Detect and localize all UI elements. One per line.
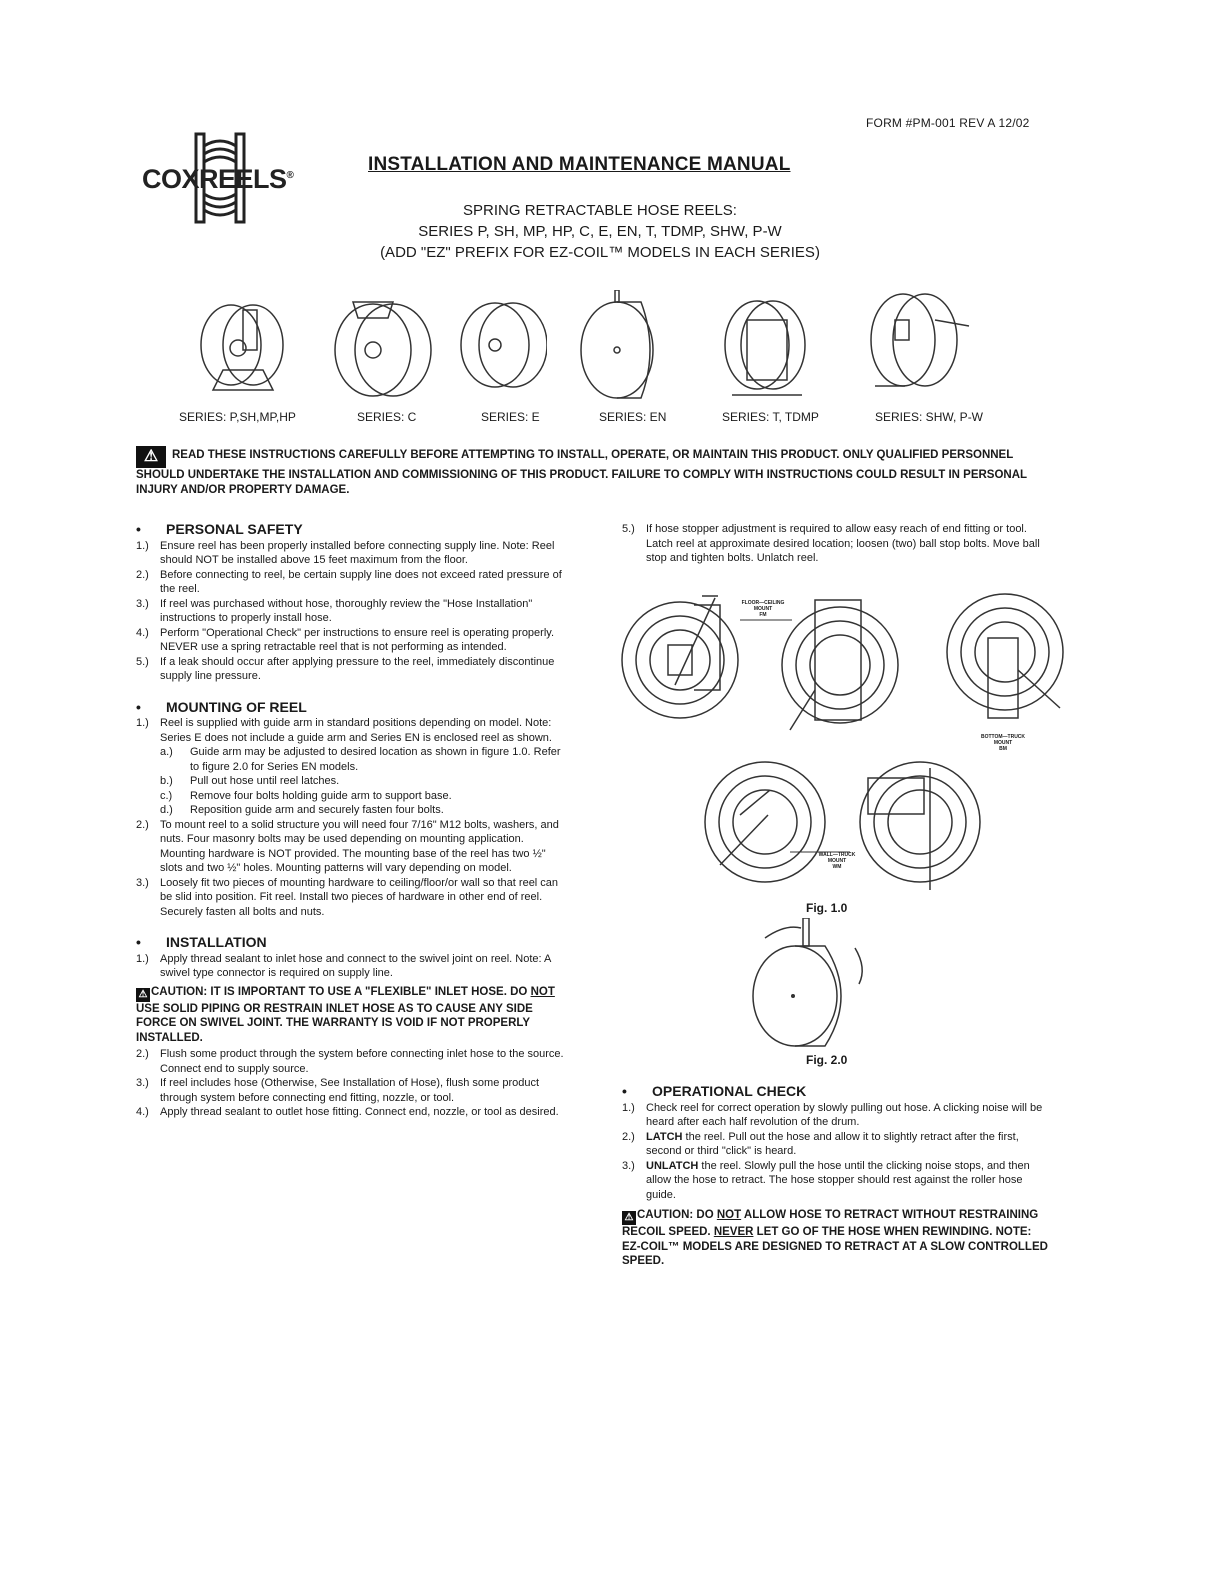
- subtitle-line-2: SERIES P, SH, MP, HP, C, E, EN, T, TDMP, SHW, P-W: [418, 223, 782, 240]
- series-label-e: SERIES: E: [481, 410, 540, 424]
- right-column: [622, 522, 1052, 566]
- operational-caution: ⚠ CAUTION: DO NOT ALLOW HOSE TO RETRACT WITHOUT RESTRAINING RECOIL SPEED. NEVER LET GO OF THE HOSE WHEN REWINDING. NOTE: EZ-COIL™ MODELS ARE DESIGNED TO RETRACT AT A SLOW CONTROLLED SPEED.: [622, 1209, 1048, 1267]
- warning-triangle-icon: ⚠: [622, 1211, 636, 1225]
- sub-item: a.) Guide arm may be adjusted to desired location as shown in figure 1.0. Refer to figure 2.0 for Series EN models.: [160, 746, 561, 773]
- subtitle: [300, 200, 900, 263]
- list-item: 1.) Reel is supplied with guide arm in standard positions depending on model. Note: Series E does not include a guide arm and Series EN is enclosed reel as shown.: [136, 717, 552, 744]
- list-item: 3.) If reel was purchased without hose, thoroughly review the "Hose Installation" instructions to properly install hose.: [136, 597, 533, 624]
- form-number: FORM #PM-001 REV A 12/02: [866, 116, 1030, 130]
- operational-check-section: [622, 1084, 1052, 1271]
- personal-safety-heading: • PERSONAL SAFETY: [136, 521, 303, 537]
- installation-caution: ⚠ CAUTION: IT IS IMPORTANT TO USE A "FLEXIBLE" INLET HOSE. DO NOT USE SOLID PIPING OR RESTRAIN INLET HOSE AS TO CAUSE ANY SIDE FORCE ON SWIVEL JOINT. THE WARRANTY IS VOID IF NOT PROPERLY INSTALLED.: [136, 985, 555, 1044]
- brand-name: COXREELS: [142, 164, 287, 194]
- reel-p-illustration: [193, 290, 293, 405]
- list-item: 3.) If reel includes hose (Otherwise, See Installation of Hose), flush some product through system before connecting end fitting, nozzle, or tool.: [136, 1077, 540, 1104]
- warning-text: READ THESE INSTRUCTIONS CAREFULLY BEFORE ATTEMPTING TO INSTALL, OPERATE, OR MAINTAIN THIS PRODUCT. ONLY QUALIFIED PERSONNEL SHOULD UNDERTAKE THE INSTALLATION AND COMMISSIONING OF THIS PRODUCT. FAILURE TO COMPLY WITH INSTRUCTIONS COULD RESULT IN PERSONAL INJURY AND/OR PROPERTY DAMAGE.: [136, 449, 1027, 496]
- page-title: INSTALLATION AND MAINTENANCE MANUAL: [368, 154, 791, 175]
- list-item: 1.) Apply thread sealant to inlet hose and connect to the swivel joint on reel. Note: A swivel type connector is required on supply line.: [136, 952, 551, 979]
- figure-2-enclosed-reel: [745, 918, 870, 1053]
- list-item: 2.) LATCH the reel. Pull out the hose and allow it to slightly retract after the first, second or third "click" is heard.: [622, 1130, 1019, 1157]
- list-item: 3.) Loosely fit two pieces of mounting hardware to ceiling/floor/or wall so that reel can be slid into position. Fit reel. Install two pieces of hardware in other end of reel. Securely fasten all bolts and nuts.: [136, 876, 559, 918]
- coxreels-logo: COXREELS®: [140, 128, 300, 228]
- label-bottom-truck-mount: BOTTOM—TRUCK MOUNT BM: [980, 734, 1026, 752]
- warning-notice: [136, 446, 1036, 498]
- series-label-shw: SERIES: SHW, P-W: [875, 410, 984, 424]
- reel-e-illustration: [457, 290, 547, 405]
- sub-item: d.) Reposition guide arm and securely fasten four bolts.: [160, 804, 444, 816]
- series-label-en: SERIES: EN: [599, 410, 667, 424]
- left-column: [136, 522, 566, 1120]
- series-label-c: SERIES: C: [357, 410, 417, 424]
- list-item: 2.) Flush some product through the system before connecting inlet hose to the source. Connect end to supply source.: [136, 1048, 564, 1075]
- figure-2-caption: Fig. 2.0: [806, 1053, 848, 1067]
- label-floor-ceiling-mount: FLOOR—CEILING MOUNT FM: [741, 600, 785, 618]
- reel-c-illustration: [333, 290, 433, 405]
- installation-heading: • INSTALLATION: [136, 934, 267, 950]
- warning-triangle-icon: ⚠: [136, 988, 150, 1002]
- subtitle-line-1: SPRING RETRACTABLE HOSE REELS:: [463, 202, 737, 219]
- subtitle-line-3: (ADD "EZ" PREFIX FOR EZ-COIL™ MODELS IN EACH SERIES): [380, 244, 820, 261]
- series-label-t: SERIES: T, TDMP: [722, 410, 819, 424]
- label-wall-truck-mount: WALL—TRUCK MOUNT WM: [818, 852, 856, 870]
- reel-t-illustration: [717, 290, 817, 405]
- list-item: 5.) If a leak should occur after applying pressure to the reel, immediately discontinue supply line pressure.: [136, 655, 555, 682]
- sub-item: c.) Remove four bolts holding guide arm to support base.: [160, 789, 452, 802]
- series-label-p: SERIES: P,SH,MP,HP: [179, 410, 296, 424]
- list-item: 2.) To mount reel to a solid structure you will need four 7/16" M12 bolts, washers, and nuts. Four masonry bolts may be used depending on mounting application. Mounting hardware is NOT provided. The mounting base of the reel has two ½" slots and two ½" holes. Mounting patterns will vary depending on model.: [136, 818, 559, 874]
- figure-1-caption: Fig. 1.0: [806, 901, 848, 915]
- list-item: 1.) Ensure reel has been properly installed before connecting supply line. Note: Reel should NOT be installed above 15 feet maximum from the floor.: [136, 539, 555, 566]
- list-item: 2.) Before connecting to reel, be certain supply line does not exceed rated pressure of the reel.: [136, 568, 562, 595]
- warning-triangle-icon: ⚠: [136, 446, 166, 468]
- reel-en-illustration: [577, 290, 677, 405]
- list-item: 4.) Apply thread sealant to outlet hose fitting. Connect end, nozzle, or tool as desired.: [136, 1106, 559, 1118]
- reel-shw-illustration: [865, 290, 975, 405]
- operational-check-heading: • OPERATIONAL CHECK: [622, 1083, 807, 1099]
- list-item: 1.) Check reel for correct operation by slowly pulling out hose. A clicking noise will be heard after each half revolution of the drum.: [622, 1101, 1043, 1128]
- mounting-heading: • MOUNTING OF REEL: [136, 698, 307, 715]
- list-item: 5.) If hose stopper adjustment is required to allow easy reach of end fitting or tool. Latch reel at approximate desired location; loosen (two) ball stop bolts. Move ball stop and tighten bolts. Unlatch reel.: [622, 523, 1040, 564]
- list-item: 3.) UNLATCH the reel. Slowly pull the hose until the clicking noise stops, and then allow the hose to retract. The hose stopper should rest against the roller hose guide.: [622, 1159, 1030, 1201]
- series-reel-row: [165, 290, 1025, 430]
- sub-item: b.) Pull out hose until reel latches.: [160, 775, 340, 787]
- list-item: 4.) Perform "Operational Check" per instructions to ensure reel is operating properly. NEVER use a spring retractable reel that is not performing as intended.: [136, 626, 555, 653]
